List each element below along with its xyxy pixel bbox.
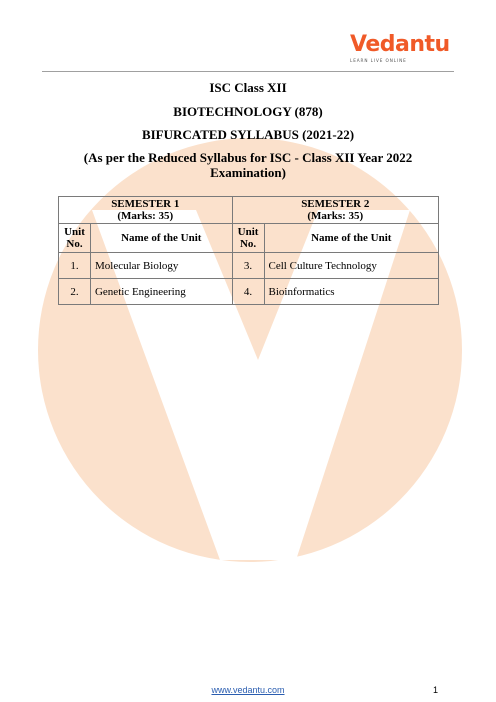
unit-number: 3. (232, 253, 264, 279)
unit-no-header (232, 224, 264, 253)
unit-name: Bioinformatics (264, 279, 438, 305)
unit-name: Molecular Biology (90, 253, 232, 279)
logo-tagline: LEARN LIVE ONLINE (350, 58, 407, 63)
unit-number: 2. (59, 279, 91, 305)
unit-name-header: Name of the Unit (264, 224, 438, 253)
semester-2-title: SEMESTER 2 (301, 198, 370, 210)
semester-2-header (232, 197, 438, 224)
unit-no-header-line2: No. (66, 238, 83, 250)
unit-name-header: Name of the Unit (90, 224, 232, 253)
semester-1-title: SEMESTER 1 (111, 198, 180, 210)
unit-no-header-line1: Unit (64, 226, 85, 238)
unit-number: 1. (59, 253, 91, 279)
unit-number: 4. (232, 279, 264, 305)
table-row (59, 279, 439, 305)
unit-no-header (59, 224, 91, 253)
semester-1-marks: (Marks: 35) (117, 210, 174, 222)
footer-website-link[interactable]: www.vedantu.com (211, 685, 285, 695)
table-row (59, 253, 439, 279)
title-note: (As per the Reduced Syllabus for ISC - Class XII Year 2022 Examination) (83, 150, 413, 180)
unit-name: Cell Culture Technology (264, 253, 438, 279)
unit-no-header-line2: No. (239, 238, 257, 250)
header-rule (42, 71, 454, 72)
logo-wordmark: Vedantu (350, 32, 450, 57)
title-syllabus: BIFURCATED SYLLABUS (2021-22) (141, 127, 355, 142)
unit-no-header-line1: Unit (237, 226, 259, 238)
syllabus-table (58, 196, 439, 305)
title-subject: BIOTECHNOLOGY (878) (173, 104, 323, 119)
page-number: 1 (432, 685, 438, 695)
vedantu-logo (350, 32, 450, 64)
semester-2-marks: (Marks: 35) (307, 210, 364, 222)
title-class: ISC Class XII (209, 80, 287, 95)
unit-name: Genetic Engineering (90, 279, 232, 305)
semester-1-header (59, 197, 233, 224)
